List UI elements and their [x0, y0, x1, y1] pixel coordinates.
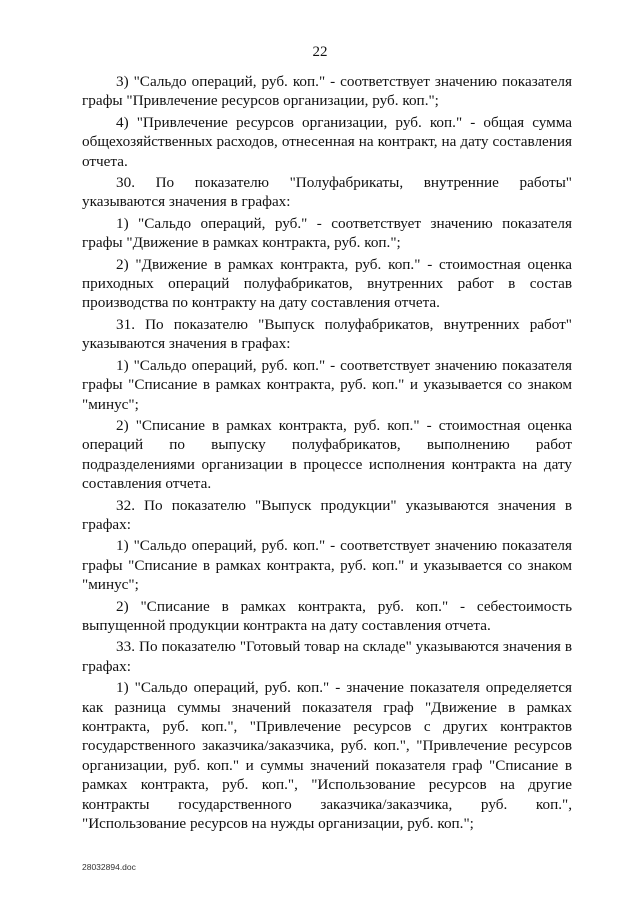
paragraph-section-32-item-2: 2) "Списание в рамках контракта, руб. коп." - себестоимость выпущенной продукции контракта на дату составления отчета. — [82, 597, 572, 634]
paragraph-section-33: 33. По показателю "Готовый товар на складе" указываются значения в графах: — [82, 638, 572, 675]
document-body — [82, 72, 572, 835]
paragraph-section-30: 30. По показателю "Полуфабрикаты, внутренние работы" указываются значения в графах: — [82, 174, 572, 211]
page-number: 22 — [312, 44, 328, 60]
paragraph-section-31-item-1: 1) "Сальдо операций, руб. коп." - соответствует значению показателя графы "Списание в рамках контракта, руб. коп." и указывается со знаком "минус"; — [82, 356, 572, 413]
paragraph-item-4: 4) "Привлечение ресурсов организации, руб. коп." - общая сумма общехозяйственных расходов, отнесенная на контракт, на дату составления отчета. — [82, 113, 572, 170]
paragraph-section-30-item-1: 1) "Сальдо операций, руб." - соответствует значению показателя графы "Движение в рамках контракта, руб. коп."; — [82, 214, 572, 252]
paragraph-section-32-item-1: 1) "Сальдо операций, руб. коп." - соответствует значению показателя графы "Списание в рамках контракта, руб. коп." и указывается со знаком "минус"; — [82, 537, 572, 594]
paragraph-section-32: 32. По показателю "Выпуск продукции" указываются значения в графах: — [82, 496, 572, 533]
paragraph-section-31: 31. По показателю "Выпуск полуфабрикатов, внутренних работ" указываются значения в графах: — [82, 315, 572, 353]
paragraph-section-33-item-1: 1) "Сальдо операций, руб. коп." - значение показателя определяется как разница суммы значений показателя граф "Движение в рамках контракта, руб. коп.", "Привлечение ресурсов с других контрактов государственного заказчика/заказчика, руб. коп.", "Привлечение ресурсов организации, руб. коп." и суммы значений показателя граф "Списание в рамках контракта, руб. коп.", "Использование ресурсов на другие контракты государственного заказчика/заказчика, руб. коп.", "Использование ресурсов на нужды организации, руб. коп."; — [82, 679, 572, 833]
paragraph-section-31-item-2: 2) "Списание в рамках контракта, руб. коп." - стоимостная оценка операций по выпуску полуфабрикатов, выполнению работ подразделениями организации в процессе исполнения контракта на дату составления отчета. — [82, 416, 572, 493]
document-filename: 28032894.doc — [82, 862, 136, 872]
paragraph-section-30-item-2: 2) "Движение в рамках контракта, руб. коп." - стоимостная оценка приходных операций полуфабрикатов, внутренних работ в состав производства по контракту на дату составления отчета. — [82, 255, 572, 312]
paragraph-item-3: 3) "Сальдо операций, руб. коп." - соответствует значению показателя графы "Привлечение ресурсов организации, руб. коп."; — [82, 73, 572, 110]
